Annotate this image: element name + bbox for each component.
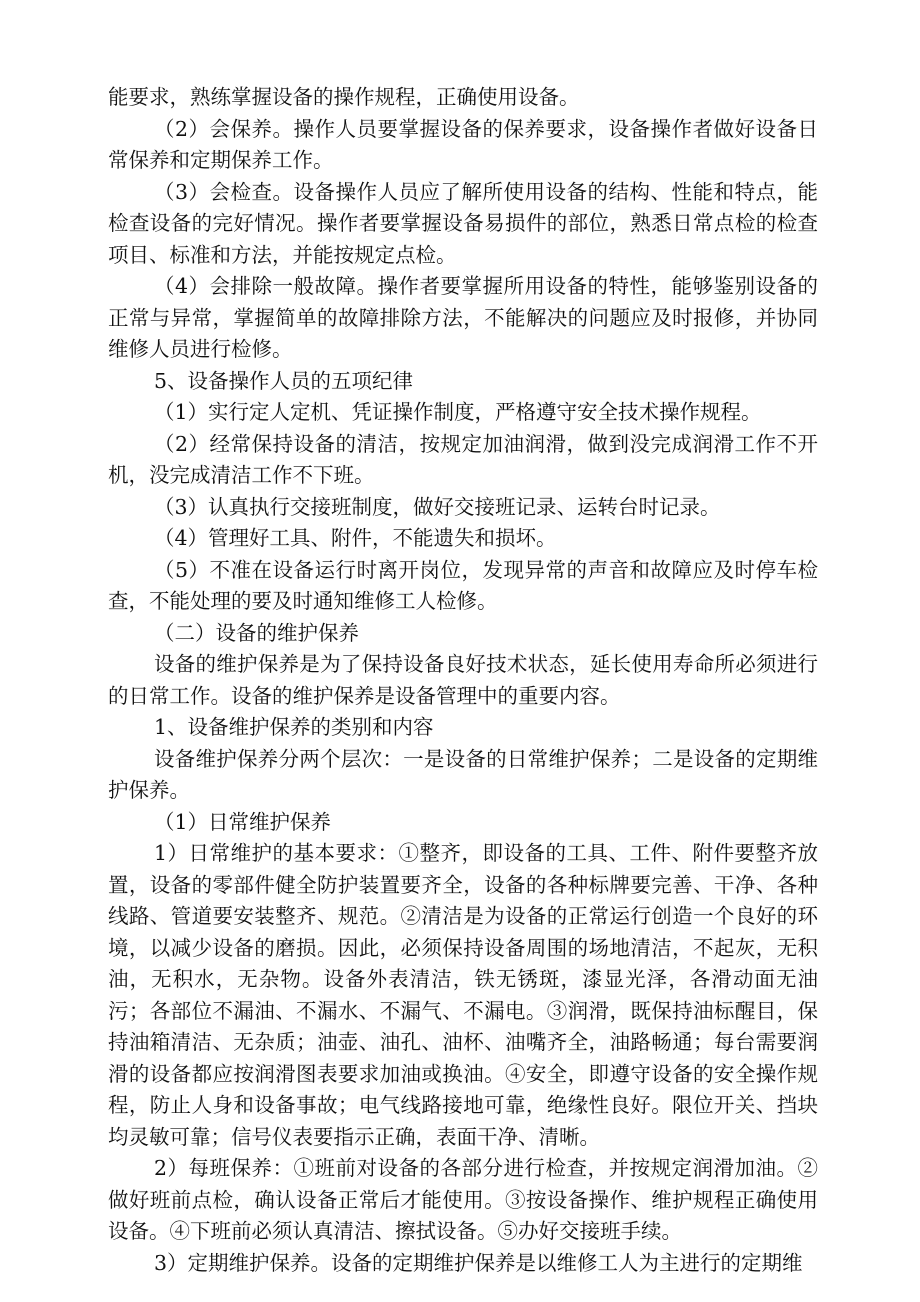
section-heading-daily-maintenance: （1）日常维护保养 (154, 809, 332, 834)
paragraph-inspection-skill: （3）会检查。设备操作人员应了解所使用设备的结构、性能和特点，能检查设备的完好情况。操作者要掌握设备易损件的部位，熟悉日常点检的检查项目、标准和方法，并能按规定点检。 (108, 179, 818, 267)
paragraph-discipline-2: （2）经常保持设备的清洁，按规定加油润滑，做到没完成润滑工作不开机，没完成清洁工作不下班。 (108, 431, 818, 487)
section-heading-five-disciplines: 5、设备操作人员的五项纪律 (154, 368, 414, 393)
paragraph-discipline-1: （1）实行定人定机、凭证操作制度，严格遵守安全技术操作规程。 (154, 400, 762, 424)
paragraph-maintenance-levels: 设备维护保养分两个层次：一是设备的日常维护保养；二是设备的定期维护保养。 (108, 746, 818, 802)
paragraph-maintenance-intro: 设备的维护保养是为了保持设备良好技术状态，延长使用寿命所必须进行的日常工作。设备的维护保养是设备管理中的重要内容。 (108, 652, 818, 708)
paragraph-continuation: 能要求，熟练掌握设备的操作规程，正确使用设备。 (108, 85, 580, 109)
paragraph-discipline-4: （4）管理好工具、附件，不能遗失和损坏。 (154, 526, 557, 550)
paragraph-discipline-5: （5）不准在设备运行时离开岗位，发现异常的声音和故障应及时停车检查，不能处理的要及时通知维修工人检修。 (108, 557, 818, 613)
paragraph-troubleshooting-skill: （4）会排除一般故障。操作者要掌握所用设备的特性，能够鉴别设备的正常与异常，掌握简单的故障排除方法，不能解决的问题应及时报修，并协同维修人员进行检修。 (108, 274, 818, 361)
paragraph-daily-requirements: 1）日常维护的基本要求：①整齐，即设备的工具、工件、附件要整齐放置，设备的零部件健全防护装置要齐全，设备的各种标牌要完善、干净、各种线路、管道要安装整齐、规范。②清洁是为设备的正常运行创造一个良好的环境，以减少设备的磨损。因此，必须保持设备周围的场地清洁，不起灰，无积油，无积水，无杂物。设备外表清洁，铁无锈斑，漆显光泽，各滑动面无油污；各部位不漏油、不漏水、不漏气、不漏电。③润滑，既保持油标醒目，保持油箱清洁、无杂质；油壶、油孔、油杯、油嘴齐全，油路畅通；每台需要润滑的设备都应按润滑图表要求加油或换油。④安全，即遵守设备的安全操作规程，防止人身和设备事故；电气线路接地可靠，绝缘性良好。限位开关、挡块均灵敏可靠；信号仪表要指示正确，表面干净、清晰。 (108, 841, 818, 1149)
paragraph-shift-maintenance: 2）每班保养：①班前对设备的各部分进行检查，并按规定润滑加油。②做好班前点检，确认设备正常后才能使用。③按设备操作、维护规程正确使用设备。④下班前必须认真清洁、擦拭设备。⑤办好交接班手续。 (108, 1156, 818, 1243)
document-body (108, 82, 818, 1279)
section-heading-maintenance: （二）设备的维护保养 (154, 620, 359, 645)
paragraph-periodic-maintenance: 3）定期维护保养。设备的定期维护保养是以维修工人为主进行的定期维 (154, 1250, 803, 1275)
section-heading-maintenance-types: 1、设备维护保养的类别和内容 (154, 715, 434, 739)
paragraph-maintenance-skill: （2）会保养。操作人员要掌握设备的保养要求，设备操作者做好设备日常保养和定期保养工作。 (108, 116, 818, 172)
paragraph-discipline-3: （3）认真执行交接班制度，做好交接班记录、运转台时记录。 (154, 494, 721, 519)
